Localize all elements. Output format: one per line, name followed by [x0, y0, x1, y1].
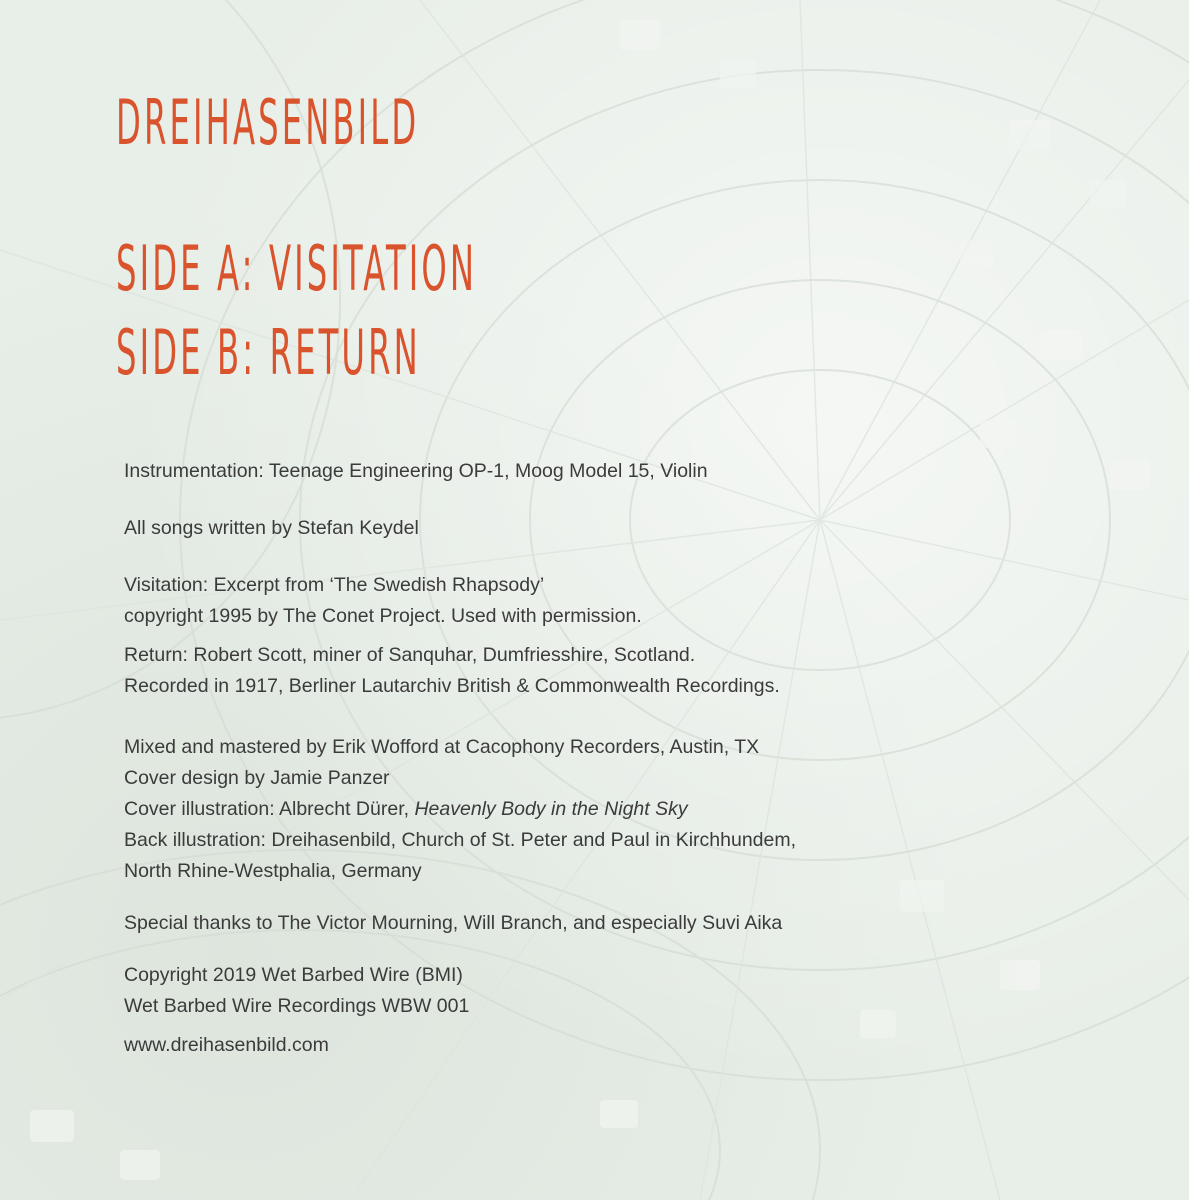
- cover-illustration-credit: [124, 794, 1124, 825]
- website-text: www.dreihasenbild.com: [124, 1034, 329, 1056]
- return-credit-line-1: Return: Robert Scott, miner of Sanquhar, Dumfriesshire, Scotland.: [124, 644, 696, 666]
- credits-block: [124, 456, 1124, 1061]
- mixing-credit: Mixed and mastered by Erik Wofford at Cacophony Recorders, Austin, TX: [124, 736, 760, 758]
- cover-illustration-prefix: Cover illustration: Albrecht Dürer,: [124, 798, 415, 820]
- visitation-credit-line-2: copyright 1995 by The Conet Project. Used with permission.: [124, 605, 642, 627]
- copyright-text: Copyright 2019 Wet Barbed Wire (BMI): [124, 964, 463, 986]
- catalog-number: Wet Barbed Wire Recordings WBW 001: [124, 995, 470, 1017]
- back-illustration-line-2: North Rhine-Westphalia, Germany: [124, 860, 422, 882]
- back-illustration-line-1: Back illustration: Dreihasenbild, Church of St. Peter and Paul in Kirchhundem,: [124, 829, 797, 851]
- side-b-label: SIDE B: RETURN: [116, 316, 421, 389]
- return-credit-line-2: Recorded in 1917, Berliner Lautarchiv British & Commonwealth Recordings.: [124, 675, 780, 697]
- cover-illustration-title: Heavenly Body in the Night Sky: [414, 798, 688, 820]
- songwriter-text: All songs written by Stefan Keydel: [124, 517, 419, 539]
- cover-design-credit: Cover design by Jamie Panzer: [124, 767, 390, 789]
- side-a-label: SIDE A: VISITATION: [116, 232, 478, 305]
- thanks-text: Special thanks to The Victor Mourning, Will Branch, and especially Suvi Aika: [124, 912, 783, 934]
- album-title: DREIHASENBILD: [116, 86, 420, 159]
- instrumentation-text: Instrumentation: Teenage Engineering OP-1, Moog Model 15, Violin: [124, 460, 708, 482]
- visitation-credit-line-1: Visitation: Excerpt from ‘The Swedish Rhapsody’: [124, 574, 545, 596]
